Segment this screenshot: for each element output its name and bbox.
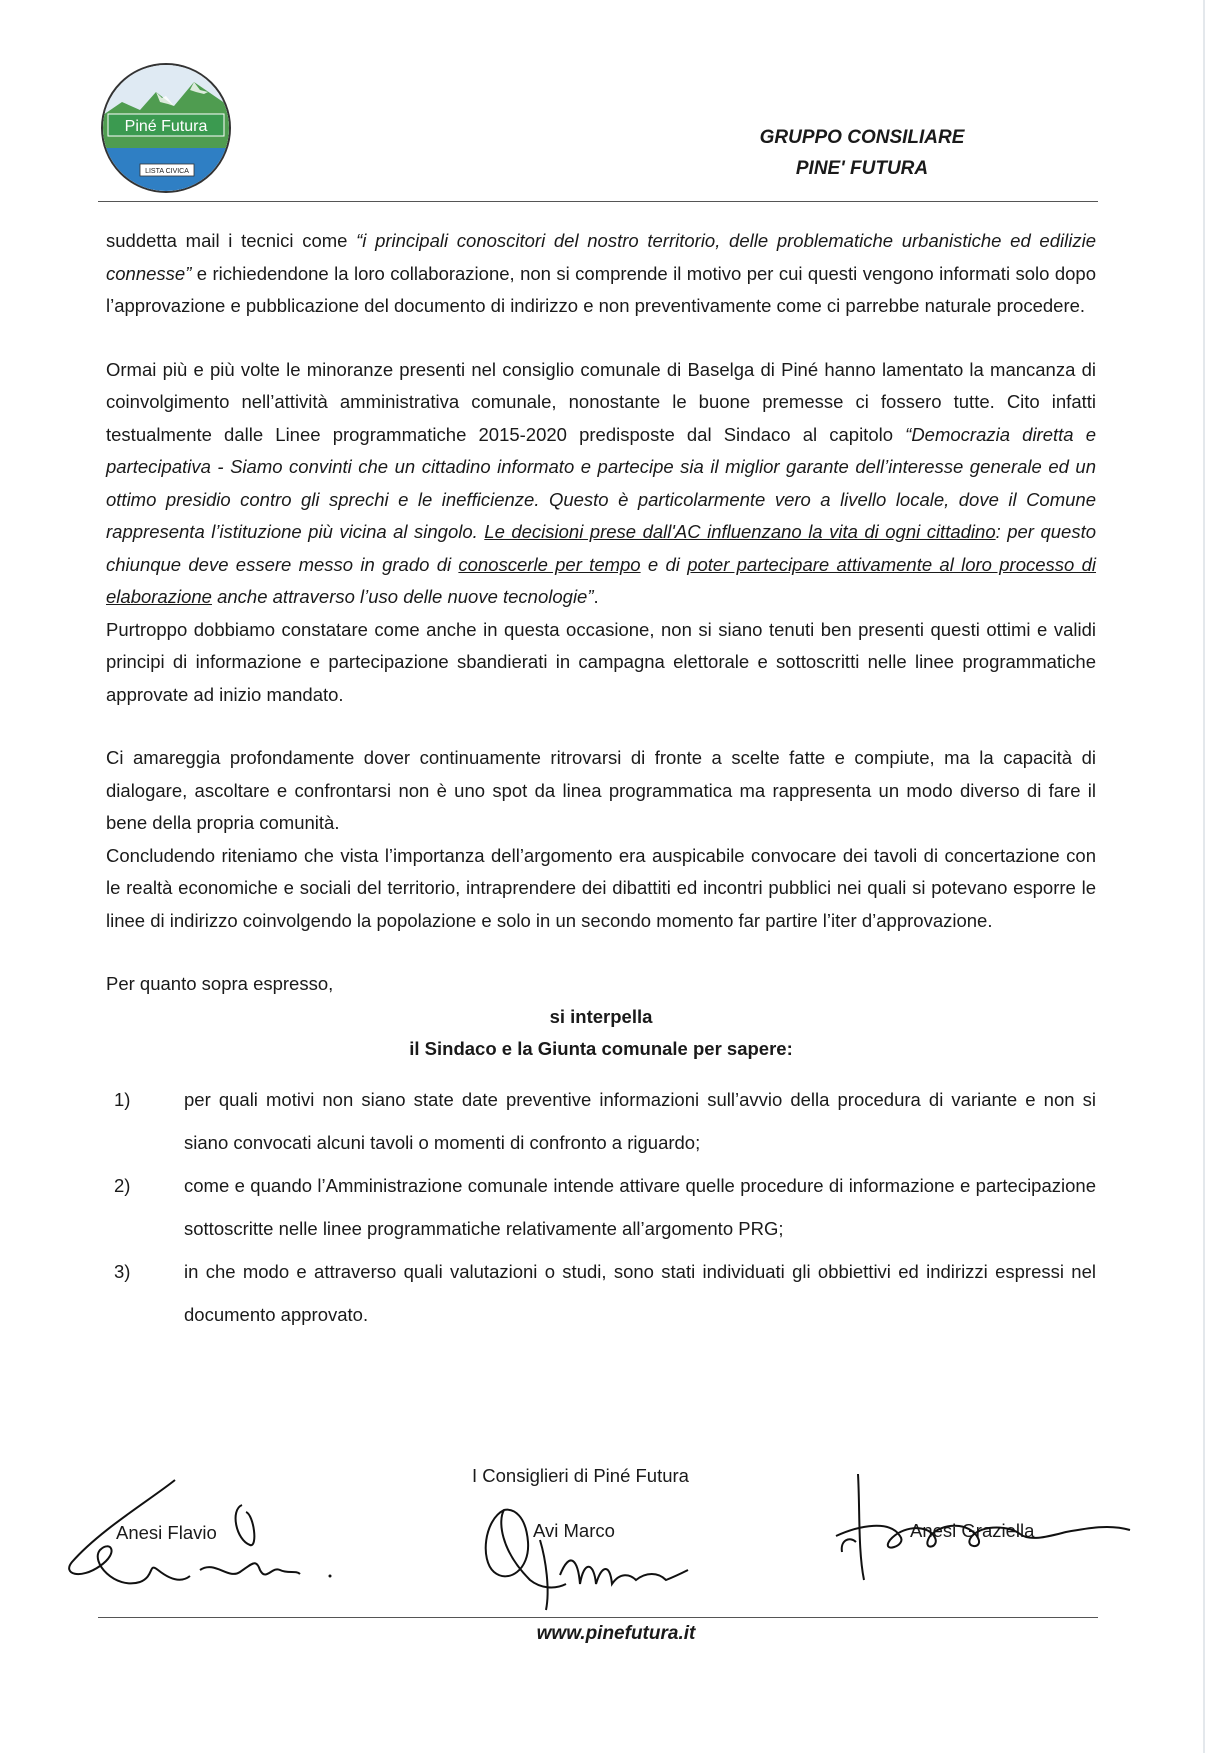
signature-3-icon — [830, 1470, 1140, 1590]
signer-name-1: Anesi Flavio — [116, 1522, 217, 1543]
question-item — [114, 1078, 1096, 1164]
p2-underline-2: conoscerle per tempo — [458, 553, 641, 575]
p2-quote-1: “Democrazia diretta e partecipativa - Siamo convinti che un cittadino informato e partecipe sia il miglior garante dell’interesse generale ed un ottimo presidio contro gli sprechi e le inefficienze. Questo è particolarmente vero a livello locale, dove il Comune rappresenta l’istituzione più vicina al singolo. — [106, 423, 1096, 542]
paragraph-1 — [106, 225, 1096, 323]
p1-text-b: e richiedendone la loro collaborazione, non si comprende il motivo per cui questi vengono informati solo dopo l’approvazione e pubblicazione del documento di indirizzo e non preventivamente come ci parrebbe naturale procedere. — [106, 262, 1096, 316]
footer-website: www.pinefutura.it — [536, 1623, 696, 1644]
paragraph-6: Per quanto sopra espresso, — [106, 973, 334, 994]
question-number: 2) — [114, 1174, 131, 1196]
logo-name: Piné Futura — [124, 118, 208, 135]
p1-text-a: suddetta mail i tecnici come — [106, 230, 357, 251]
questions-list — [106, 1078, 1096, 1336]
signer-name-3: Anesi Graziella — [910, 1520, 1035, 1541]
question-item — [114, 1164, 1096, 1250]
question-text: in che modo e attraverso quali valutazioni o studi, sono stati individuati gli obbiettivi ed indirizzi espressi nel documento approvato. — [184, 1260, 1096, 1325]
p2-underline-1: Le decisioni prese dall'AC influenzano la vita di ogni cittadino — [484, 521, 996, 542]
question-text: come e quando l’Amministrazione comunale intende attivare quelle procedure di informazione e partecipazione sottoscritte nelle linee programmatiche relativamente all’argomento PRG; — [184, 1174, 1096, 1239]
signer-name-2: Avi Marco — [533, 1520, 615, 1541]
signature-1-icon — [60, 1470, 360, 1610]
group-line-2: PINE' FUTURA — [795, 158, 929, 179]
paragraph-4: Ci amareggia profondamente dover continuamente ritrovarsi di fronte a scelte fatte e compiute, ma la capacità di dialogare, ascoltare e confrontarsi non è uno spot da linea programmatica ma rappresenta un modo diverso di fare il bene della propria comunità. — [106, 747, 1096, 833]
p2-quote-2: : per questo chiunque deve essere messo in grado di — [106, 521, 1096, 575]
group-line-1: GRUPPO CONSILIARE — [759, 127, 965, 148]
p2-end: . — [593, 586, 599, 607]
footer-rule — [98, 1617, 1098, 1618]
question-text: per quali motivi non siano state date preventive informazioni sull’avvio della procedura di variante e non si siano convocati alcuni tavoli o momenti di confronto a riguardo; — [184, 1088, 1096, 1153]
paragraph-2 — [106, 354, 1096, 614]
pine-futura-logo — [100, 62, 232, 194]
header-rule — [98, 201, 1098, 202]
interpella-line-2: il Sindaco e la Giunta comunale per sapere: — [409, 1038, 793, 1059]
p2-underline-3: poter partecipare attivamente al loro processo di elaborazione — [106, 553, 1097, 607]
p2-quote-4: anche attraverso l’uso delle nuove tecnologie” — [211, 586, 594, 607]
p2-quote-3: e di — [640, 553, 688, 575]
group-header — [662, 122, 1062, 184]
signatures-header: I Consiglieri di Piné Futura — [472, 1465, 689, 1486]
paragraph-3: Purtroppo dobbiamo constatare come anche in questa occasione, non si siano tenuti ben presenti questi ottimi e validi principi di informazione e partecipazione sbandierati in campagna elettorale e sottoscritti nelle linee programmatiche approvate ad inizio mandato. — [106, 618, 1096, 705]
question-item — [114, 1250, 1096, 1336]
logo-subtitle: LISTA CIVICA — [145, 168, 189, 175]
p2-text-a: Ormai più e più volte le minoranze presenti nel consiglio comunale di Baselga di Piné hanno lamentato la mancanza di coinvolgimento nell’attività amministrativa comunale, nonostante le buone premesse ci fossero tutte. Cito infatti testualmente dalle Linee programmatiche 2015-2020 predisposte dal Sindaco al capitolo — [106, 358, 1096, 445]
p1-quote: “i principali conoscitori del nostro territorio, delle problematiche urbanistiche ed edilizie connesse” — [106, 230, 1096, 284]
question-number: 1) — [114, 1088, 131, 1110]
signature-2-icon — [470, 1480, 730, 1620]
scan-edge — [1203, 0, 1205, 1753]
question-number: 3) — [114, 1260, 131, 1282]
paragraph-5: Concludendo riteniamo che vista l’importanza dell’argomento era auspicabile convocare dei tavoli di concertazione con le realtà economiche e sociali del territorio, intraprendere dei dibattiti ed incontri pubblici nei quali si potevano esporre le linee di indirizzo coinvolgendo la popolazione e solo in un secondo momento far partire l’iter d’approvazione. — [106, 844, 1096, 931]
letter-body — [106, 225, 1096, 1336]
interpella-line-1: si interpella — [549, 1005, 653, 1027]
